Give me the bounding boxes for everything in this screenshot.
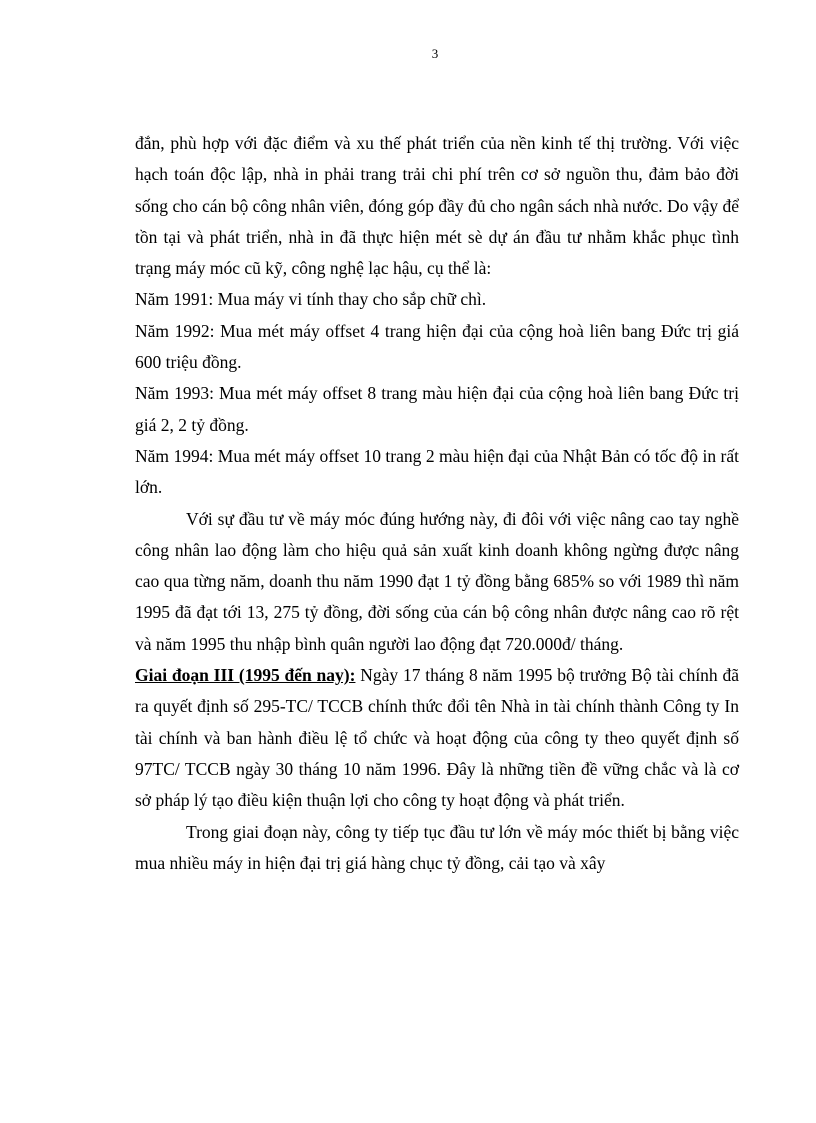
stage-3-body: Ngày 17 tháng 8 năm 1995 bộ trưởng Bộ tài chính đã ra quyết định số 295-TC/ TCCB chính thức đổi tên Nhà in tài chính thành Công ty In tài chính và ban hành điều lệ tổ chức và hoạt động của công ty theo quyết định số 97TC/ TCCB ngày 30 tháng 10 năm 1996. Đây là những tiền đề vững chắc và là cơ sở pháp lý tạo điều kiện thuận lợi cho công ty hoạt động và phát triển. <box>135 665 739 811</box>
paragraph-investment-results: Với sự đầu tư về máy móc đúng hướng này, đi đôi với việc nâng cao tay nghề công nhân lao động làm cho hiệu quả sản xuất kinh doanh không ngừng được nâng cao qua từng năm, doanh thu năm 1990 đạt 1 tỷ đồng bằng 685% so với 1989 thì năm 1995 đã đạt tới 13, 275 tỷ đồng, đời sống của cán bộ công nhân được nâng cao rõ rệt và năm 1995 thu nhập bình quân người lao động đạt 720.000đ/ tháng. <box>135 508 739 654</box>
paragraph-1992: Năm 1992: Mua mét máy offset 4 trang hiện đại của cộng hoà liên bang Đức trị giá 600 triệu đồng. <box>135 320 739 373</box>
document-body <box>135 128 739 879</box>
stage-3-heading: Giai đoạn III (1995 đến nay): <box>135 665 356 686</box>
paragraph-1993: Năm 1993: Mua mét máy offset 8 trang màu hiện đại của cộng hoà liên bang Đức trị giá 2, 2 tỷ đồng. <box>135 383 739 435</box>
paragraph-intro: đắn, phù hợp với đặc điểm và xu thế phát triển của nền kinh tế thị trường. Với việc hạch toán độc lập, nhà in phải trang trải chi phí trên cơ sở nguồn thu, đảm bảo đời sống cho cán bộ công nhân viên, đóng góp đầy đủ cho ngân sách nhà nước. Do vậy để tồn tại và phát triển, nhà in đã thực hiện mét sè dự án đầu tư nhằm khắc phục tình trạng máy móc cũ kỹ, công nghệ lạc hậu, cụ thể là: <box>135 133 739 279</box>
page-number: 3 <box>431 46 439 61</box>
paragraph-1991: Năm 1991: Mua máy vi tính thay cho sắp chữ chì. <box>135 289 487 310</box>
paragraph-1994: Năm 1994: Mua mét máy offset 10 trang 2 màu hiện đại của Nhật Bản có tốc độ in rất lớn. <box>135 445 739 498</box>
paragraph-current-stage: Trong giai đoạn này, công ty tiếp tục đầu tư lớn về máy móc thiết bị bằng việc mua nhiều máy in hiện đại trị giá hàng chục tỷ đồng, cải tạo và xây <box>135 821 739 873</box>
paragraph-stage-3 <box>135 660 739 816</box>
